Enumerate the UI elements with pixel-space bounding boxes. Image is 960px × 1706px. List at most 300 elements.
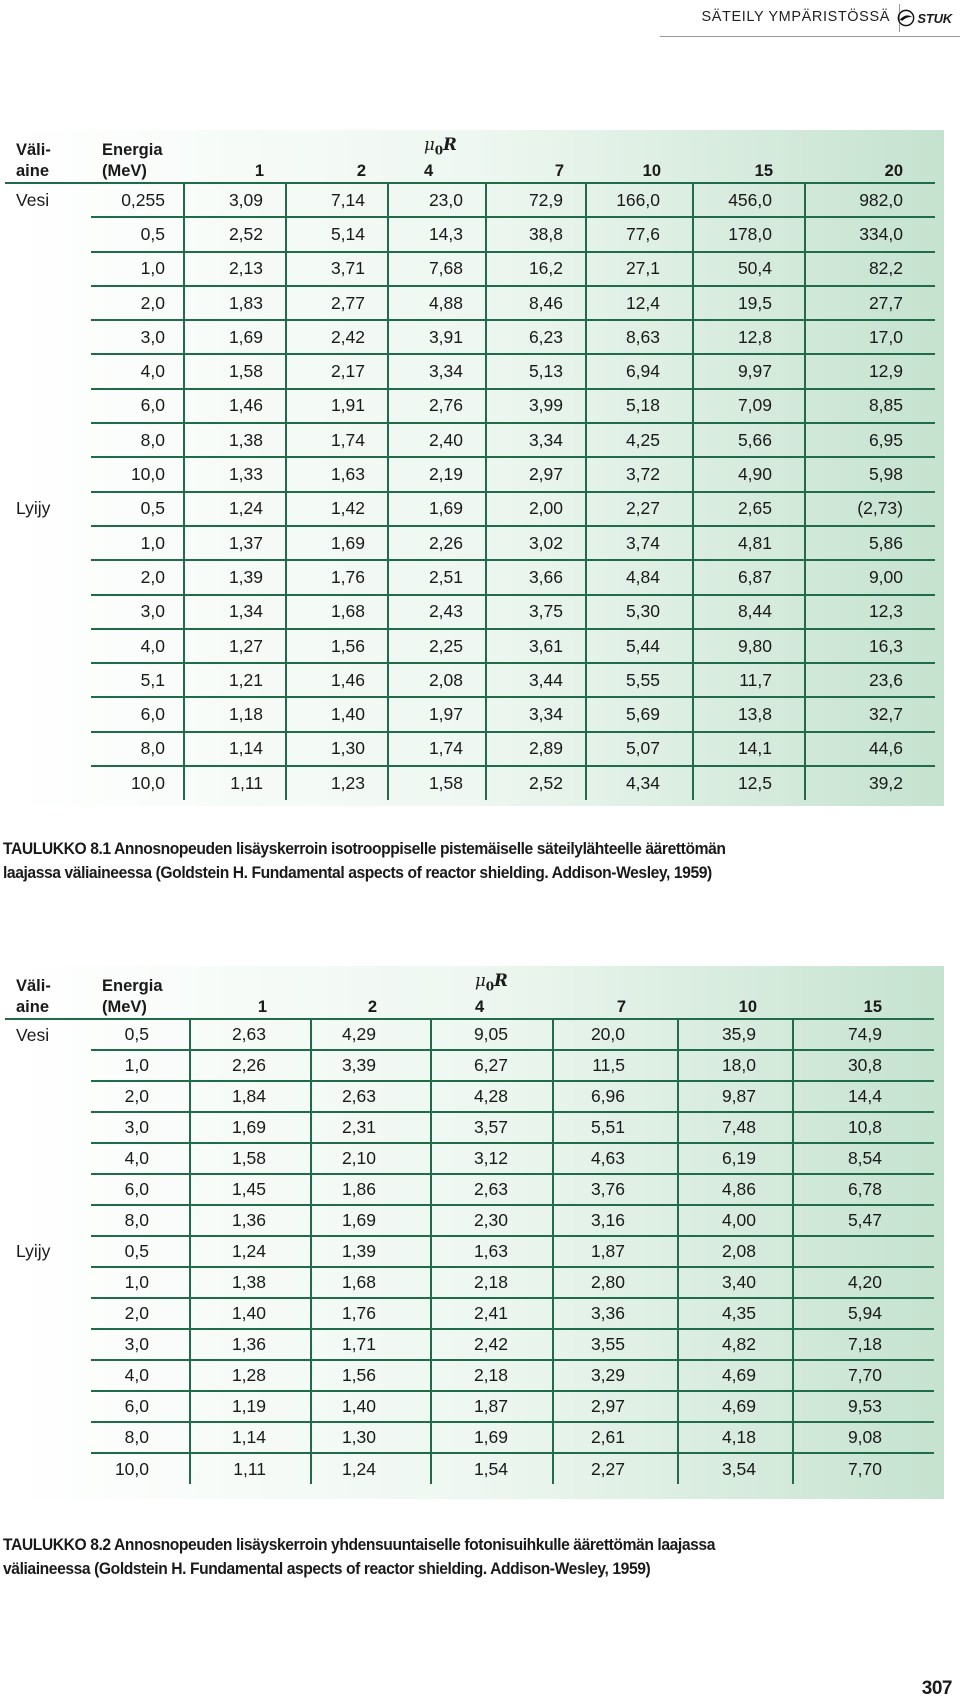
value-cell: 3,61 bbox=[486, 629, 586, 663]
col-header: 10 bbox=[738, 998, 757, 1016]
energy-cell: 2,0 bbox=[91, 560, 184, 594]
energy-cell: 3,0 bbox=[91, 595, 184, 629]
energy-cell: 2,0 bbox=[91, 1081, 190, 1112]
value-cell: 5,86 bbox=[805, 526, 935, 560]
mu-symbol: $\mu_0R$ bbox=[424, 134, 457, 157]
value-cell: 7,68 bbox=[388, 252, 486, 286]
value-cell: 1,37 bbox=[184, 526, 286, 560]
value-cell: 1,27 bbox=[184, 629, 286, 663]
energy-cell: 4,0 bbox=[91, 1143, 190, 1174]
value-cell: 13,8 bbox=[693, 697, 805, 731]
energy-cell: 3,0 bbox=[91, 1112, 190, 1143]
value-cell: 2,51 bbox=[388, 560, 486, 594]
table-row bbox=[5, 560, 935, 594]
value-cell: 4,90 bbox=[693, 457, 805, 491]
value-cell: 1,76 bbox=[311, 1298, 431, 1329]
value-cell: 7,48 bbox=[678, 1112, 793, 1143]
value-cell: 456,0 bbox=[693, 183, 805, 217]
energy-cell: 5,1 bbox=[91, 663, 184, 697]
table-row bbox=[5, 1205, 934, 1236]
value-cell: 23,6 bbox=[805, 663, 935, 697]
value-cell: 1,28 bbox=[190, 1360, 311, 1391]
value-cell: 17,0 bbox=[805, 320, 935, 354]
value-cell: 2,52 bbox=[486, 766, 586, 800]
value-cell: 2,18 bbox=[431, 1267, 553, 1298]
value-cell: 1,40 bbox=[311, 1391, 431, 1422]
table-row bbox=[5, 1453, 934, 1484]
value-cell: 14,3 bbox=[388, 217, 486, 251]
table-row bbox=[5, 1236, 934, 1267]
medium-cell bbox=[5, 526, 91, 560]
value-cell: 16,2 bbox=[486, 252, 586, 286]
energy-cell: 4,0 bbox=[91, 629, 184, 663]
value-cell: 2,61 bbox=[553, 1422, 678, 1453]
table-row bbox=[5, 217, 935, 251]
value-cell: 6,78 bbox=[793, 1174, 934, 1205]
medium-header: Väli- aine bbox=[16, 977, 51, 1016]
value-cell: 2,10 bbox=[311, 1143, 431, 1174]
table-header-row bbox=[5, 130, 935, 183]
energy-cell: 8,0 bbox=[91, 1205, 190, 1236]
medium-cell: Vesi bbox=[16, 1024, 50, 1045]
value-cell: 1,54 bbox=[431, 1453, 553, 1484]
value-cell: 9,87 bbox=[678, 1081, 793, 1112]
value-cell: 1,69 bbox=[388, 492, 486, 526]
value-cell: 38,8 bbox=[486, 217, 586, 251]
value-cell: 982,0 bbox=[805, 183, 935, 217]
value-cell: 6,19 bbox=[678, 1143, 793, 1174]
value-cell: 4,25 bbox=[586, 423, 693, 457]
energy-cell: 0,5 bbox=[91, 1236, 190, 1267]
col-header-mu: $\mu_0R$ 4 bbox=[475, 970, 508, 1016]
section-title: SÄTEILY YMPÄRISTÖSSÄ bbox=[701, 9, 890, 25]
value-cell: 1,24 bbox=[311, 1453, 431, 1484]
value-cell: 32,7 bbox=[805, 697, 935, 731]
energy-cell: 6,0 bbox=[91, 697, 184, 731]
value-cell: 1,34 bbox=[184, 595, 286, 629]
value-cell: (2,73) bbox=[805, 492, 935, 526]
value-cell: 1,39 bbox=[184, 560, 286, 594]
energy-header: Energia (MeV) bbox=[102, 977, 163, 1016]
medium-cell bbox=[5, 389, 91, 423]
page-number: 307 bbox=[921, 1678, 952, 1699]
value-cell: 2,63 bbox=[311, 1081, 431, 1112]
medium-cell bbox=[5, 663, 91, 697]
value-cell: 1,58 bbox=[184, 354, 286, 388]
medium-cell: Lyijy bbox=[16, 498, 51, 519]
stuk-logo-text: STUK bbox=[917, 10, 952, 26]
energy-cell: 1,0 bbox=[91, 1267, 190, 1298]
value-cell: 3,66 bbox=[486, 560, 586, 594]
medium-cell bbox=[5, 354, 91, 388]
value-cell: 9,80 bbox=[693, 629, 805, 663]
value-cell: 4,29 bbox=[311, 1019, 431, 1050]
medium-cell bbox=[5, 766, 91, 800]
value-cell: 7,09 bbox=[693, 389, 805, 423]
value-cell: 3,16 bbox=[553, 1205, 678, 1236]
table-row bbox=[5, 252, 935, 286]
table-row bbox=[5, 663, 935, 697]
table-row bbox=[5, 1329, 934, 1360]
table-row bbox=[5, 354, 935, 388]
value-cell: 7,14 bbox=[286, 183, 388, 217]
value-cell: 3,12 bbox=[431, 1143, 553, 1174]
medium-cell bbox=[5, 1081, 91, 1112]
value-cell: 72,9 bbox=[486, 183, 586, 217]
medium-cell: Lyijy bbox=[16, 1241, 51, 1261]
value-cell: 2,52 bbox=[184, 217, 286, 251]
value-cell: 8,63 bbox=[586, 320, 693, 354]
col-header: 1 bbox=[254, 162, 264, 180]
value-cell: 2,42 bbox=[286, 320, 388, 354]
value-cell: 4,18 bbox=[678, 1422, 793, 1453]
value-cell: 2,89 bbox=[486, 732, 586, 766]
value-cell: 4,88 bbox=[388, 286, 486, 320]
energy-cell: 10,0 bbox=[91, 1453, 190, 1484]
table-row bbox=[5, 320, 935, 354]
value-cell: 12,3 bbox=[805, 595, 935, 629]
value-cell: 1,14 bbox=[184, 732, 286, 766]
col-header: 7 bbox=[554, 162, 564, 180]
value-cell: 2,43 bbox=[388, 595, 486, 629]
value-cell: 23,0 bbox=[388, 183, 486, 217]
value-cell: 6,87 bbox=[693, 560, 805, 594]
table-row bbox=[5, 732, 935, 766]
value-cell: 4,63 bbox=[553, 1143, 678, 1174]
table-row bbox=[5, 1422, 934, 1453]
value-cell: 82,2 bbox=[805, 252, 935, 286]
value-cell: 3,74 bbox=[586, 526, 693, 560]
value-cell: 5,94 bbox=[793, 1298, 934, 1329]
value-cell: 166,0 bbox=[586, 183, 693, 217]
value-cell: 4,28 bbox=[431, 1081, 553, 1112]
col-header: 2 bbox=[356, 162, 366, 180]
value-cell: 1,68 bbox=[286, 595, 388, 629]
medium-cell bbox=[5, 286, 91, 320]
table-row bbox=[5, 766, 935, 800]
value-cell: 3,44 bbox=[486, 663, 586, 697]
value-cell: 27,7 bbox=[805, 286, 935, 320]
value-cell: 20,0 bbox=[553, 1019, 678, 1050]
mu-symbol: $\mu_0R$ bbox=[475, 970, 508, 993]
value-cell: 3,29 bbox=[553, 1360, 678, 1391]
value-cell: 4,20 bbox=[793, 1267, 934, 1298]
medium-cell bbox=[5, 217, 91, 251]
energy-cell: 0,5 bbox=[124, 1024, 149, 1044]
buildup-factor-table-isotropic bbox=[5, 130, 935, 800]
value-cell: 5,18 bbox=[586, 389, 693, 423]
energy-cell: 0,5 bbox=[91, 492, 184, 526]
energy-cell: 3,0 bbox=[91, 320, 184, 354]
value-cell: 1,87 bbox=[553, 1236, 678, 1267]
value-cell: 77,6 bbox=[586, 217, 693, 251]
value-cell bbox=[793, 1236, 934, 1267]
col-header: 10 bbox=[642, 162, 661, 180]
value-cell: 2,25 bbox=[388, 629, 486, 663]
medium-cell bbox=[5, 560, 91, 594]
value-cell: 2,63 bbox=[431, 1174, 553, 1205]
value-cell: 3,34 bbox=[388, 354, 486, 388]
stuk-logo bbox=[897, 8, 952, 28]
value-cell: 16,3 bbox=[805, 629, 935, 663]
value-cell: 334,0 bbox=[805, 217, 935, 251]
value-cell: 8,46 bbox=[486, 286, 586, 320]
value-cell: 4,34 bbox=[586, 766, 693, 800]
energy-cell: 1,0 bbox=[91, 1050, 190, 1081]
value-cell: 1,74 bbox=[388, 732, 486, 766]
value-cell: 4,81 bbox=[693, 526, 805, 560]
value-cell: 10,8 bbox=[793, 1112, 934, 1143]
value-cell: 2,27 bbox=[553, 1453, 678, 1484]
medium-cell bbox=[5, 1143, 91, 1174]
medium-cell bbox=[5, 595, 91, 629]
value-cell: 2,65 bbox=[693, 492, 805, 526]
value-cell: 9,97 bbox=[693, 354, 805, 388]
table2-panel bbox=[5, 966, 944, 1499]
table-row bbox=[5, 1298, 934, 1329]
value-cell: 5,51 bbox=[553, 1112, 678, 1143]
table-row bbox=[5, 1174, 934, 1205]
value-cell: 1,21 bbox=[184, 663, 286, 697]
value-cell: 11,7 bbox=[693, 663, 805, 697]
value-cell: 1,42 bbox=[286, 492, 388, 526]
energy-cell: 2,0 bbox=[91, 286, 184, 320]
value-cell: 1,63 bbox=[286, 457, 388, 491]
value-cell: 7,18 bbox=[793, 1329, 934, 1360]
value-cell: 1,86 bbox=[311, 1174, 431, 1205]
table-row bbox=[5, 492, 935, 526]
table1-panel bbox=[5, 130, 944, 806]
value-cell: 3,55 bbox=[553, 1329, 678, 1360]
value-cell: 6,95 bbox=[805, 423, 935, 457]
value-cell: 3,34 bbox=[486, 423, 586, 457]
table-row bbox=[5, 1019, 934, 1050]
value-cell: 27,1 bbox=[586, 252, 693, 286]
col-header-mu: $\mu_0R$ 4 bbox=[424, 134, 457, 180]
value-cell: 1,69 bbox=[286, 526, 388, 560]
value-cell: 4,86 bbox=[678, 1174, 793, 1205]
value-cell: 1,38 bbox=[184, 423, 286, 457]
value-cell: 1,45 bbox=[190, 1174, 311, 1205]
value-cell: 44,6 bbox=[805, 732, 935, 766]
value-cell: 12,5 bbox=[693, 766, 805, 800]
table-header-row bbox=[5, 966, 934, 1019]
value-cell: 1,97 bbox=[388, 697, 486, 731]
energy-cell: 0,5 bbox=[91, 217, 184, 251]
value-cell: 12,9 bbox=[805, 354, 935, 388]
energy-cell: 6,0 bbox=[91, 1391, 190, 1422]
table-row bbox=[5, 1267, 934, 1298]
energy-cell: 1,0 bbox=[91, 252, 184, 286]
value-cell: 1,76 bbox=[286, 560, 388, 594]
medium-cell bbox=[5, 732, 91, 766]
value-cell: 178,0 bbox=[693, 217, 805, 251]
value-cell: 1,68 bbox=[311, 1267, 431, 1298]
value-cell: 1,23 bbox=[286, 766, 388, 800]
value-cell: 6,94 bbox=[586, 354, 693, 388]
value-cell: 2,26 bbox=[388, 526, 486, 560]
value-cell: 1,87 bbox=[431, 1391, 553, 1422]
value-cell: 50,4 bbox=[693, 252, 805, 286]
value-cell: 1,91 bbox=[286, 389, 388, 423]
value-cell: 3,40 bbox=[678, 1267, 793, 1298]
value-cell: 5,55 bbox=[586, 663, 693, 697]
value-cell: 6,23 bbox=[486, 320, 586, 354]
value-cell: 39,2 bbox=[805, 766, 935, 800]
energy-cell: 8,0 bbox=[91, 423, 184, 457]
table-row bbox=[5, 1143, 934, 1174]
value-cell: 4,35 bbox=[678, 1298, 793, 1329]
medium-cell bbox=[5, 252, 91, 286]
value-cell: 1,40 bbox=[286, 697, 388, 731]
table-row bbox=[5, 1112, 934, 1143]
value-cell: 1,40 bbox=[190, 1298, 311, 1329]
value-cell: 7,70 bbox=[793, 1360, 934, 1391]
value-cell: 3,39 bbox=[311, 1050, 431, 1081]
value-cell: 3,02 bbox=[486, 526, 586, 560]
value-cell: 35,9 bbox=[678, 1019, 793, 1050]
value-cell: 1,69 bbox=[190, 1112, 311, 1143]
value-cell: 1,71 bbox=[311, 1329, 431, 1360]
value-cell: 1,69 bbox=[184, 320, 286, 354]
col-header: 1 bbox=[257, 998, 267, 1016]
value-cell: 1,58 bbox=[190, 1143, 311, 1174]
table1-caption: TAULUKKO 8.1 Annosnopeuden lisäyskerroin isotrooppiselle pistemäiselle säteilylähteelle äärettömän laajassa väliaineessa (Goldstein H. Fundamental aspects of reactor shielding. Addison-Wesley, 1959) bbox=[3, 839, 726, 882]
value-cell: 5,66 bbox=[693, 423, 805, 457]
energy-cell: 4,0 bbox=[91, 354, 184, 388]
value-cell: 2,08 bbox=[678, 1236, 793, 1267]
value-cell: 2,00 bbox=[486, 492, 586, 526]
value-cell: 5,44 bbox=[586, 629, 693, 663]
energy-cell: 3,0 bbox=[91, 1329, 190, 1360]
value-cell: 8,54 bbox=[793, 1143, 934, 1174]
value-cell: 8,44 bbox=[693, 595, 805, 629]
medium-cell bbox=[5, 1329, 91, 1360]
value-cell: 1,33 bbox=[184, 457, 286, 491]
value-cell: 2,31 bbox=[311, 1112, 431, 1143]
table-row bbox=[5, 183, 935, 217]
value-cell: 9,05 bbox=[431, 1019, 553, 1050]
value-cell: 2,80 bbox=[553, 1267, 678, 1298]
value-cell: 1,11 bbox=[190, 1453, 311, 1484]
value-cell: 1,18 bbox=[184, 697, 286, 731]
value-cell: 6,96 bbox=[553, 1081, 678, 1112]
table-row bbox=[5, 286, 935, 320]
value-cell: 1,84 bbox=[190, 1081, 311, 1112]
value-cell: 4,69 bbox=[678, 1360, 793, 1391]
value-cell: 2,27 bbox=[586, 492, 693, 526]
value-cell: 2,26 bbox=[190, 1050, 311, 1081]
energy-cell: 10,0 bbox=[91, 457, 184, 491]
value-cell: 3,76 bbox=[553, 1174, 678, 1205]
table-row bbox=[5, 423, 935, 457]
value-cell: 3,54 bbox=[678, 1453, 793, 1484]
value-cell: 2,08 bbox=[388, 663, 486, 697]
value-cell: 1,58 bbox=[388, 766, 486, 800]
medium-cell: Vesi bbox=[16, 190, 50, 211]
value-cell: 19,5 bbox=[693, 286, 805, 320]
value-cell: 2,30 bbox=[431, 1205, 553, 1236]
value-cell: 6,27 bbox=[431, 1050, 553, 1081]
value-cell: 5,98 bbox=[805, 457, 935, 491]
value-cell: 4,69 bbox=[678, 1391, 793, 1422]
value-cell: 3,91 bbox=[388, 320, 486, 354]
col-header: 7 bbox=[616, 998, 626, 1016]
col-header: 15 bbox=[754, 162, 773, 180]
medium-cell bbox=[5, 697, 91, 731]
value-cell: 14,4 bbox=[793, 1081, 934, 1112]
value-cell: 3,34 bbox=[486, 697, 586, 731]
value-cell: 3,75 bbox=[486, 595, 586, 629]
value-cell: 1,36 bbox=[190, 1205, 311, 1236]
value-cell: 2,17 bbox=[286, 354, 388, 388]
medium-cell bbox=[5, 1174, 91, 1205]
value-cell: 9,53 bbox=[793, 1391, 934, 1422]
value-cell: 3,09 bbox=[184, 183, 286, 217]
value-cell: 2,97 bbox=[553, 1391, 678, 1422]
medium-cell bbox=[5, 320, 91, 354]
table-row bbox=[5, 526, 935, 560]
energy-cell: 0,255 bbox=[121, 189, 165, 210]
value-cell: 1,38 bbox=[190, 1267, 311, 1298]
value-cell: 1,83 bbox=[184, 286, 286, 320]
stuk-logo-icon bbox=[897, 9, 915, 27]
value-cell: 5,07 bbox=[586, 732, 693, 766]
value-cell: 2,97 bbox=[486, 457, 586, 491]
value-cell: 11,5 bbox=[553, 1050, 678, 1081]
energy-cell: 8,0 bbox=[91, 1422, 190, 1453]
value-cell: 5,14 bbox=[286, 217, 388, 251]
medium-cell bbox=[5, 1422, 91, 1453]
value-cell: 2,13 bbox=[184, 252, 286, 286]
value-cell: 2,19 bbox=[388, 457, 486, 491]
value-cell: 18,0 bbox=[678, 1050, 793, 1081]
energy-header: Energia (MeV) bbox=[102, 141, 163, 180]
table-row bbox=[5, 697, 935, 731]
value-cell: 1,69 bbox=[431, 1422, 553, 1453]
value-cell: 1,46 bbox=[286, 663, 388, 697]
medium-cell bbox=[5, 1050, 91, 1081]
value-cell: 1,24 bbox=[184, 492, 286, 526]
value-cell: 2,76 bbox=[388, 389, 486, 423]
medium-cell bbox=[5, 629, 91, 663]
value-cell: 1,30 bbox=[311, 1422, 431, 1453]
energy-cell: 6,0 bbox=[91, 389, 184, 423]
value-cell: 2,77 bbox=[286, 286, 388, 320]
value-cell: 12,8 bbox=[693, 320, 805, 354]
value-cell: 1,30 bbox=[286, 732, 388, 766]
value-cell: 2,63 bbox=[190, 1019, 311, 1050]
value-cell: 2,40 bbox=[388, 423, 486, 457]
value-cell: 8,85 bbox=[805, 389, 935, 423]
value-cell: 3,57 bbox=[431, 1112, 553, 1143]
value-cell: 1,36 bbox=[190, 1329, 311, 1360]
value-cell: 1,24 bbox=[190, 1236, 311, 1267]
table-row bbox=[5, 1391, 934, 1422]
table-row bbox=[5, 595, 935, 629]
value-cell: 5,69 bbox=[586, 697, 693, 731]
value-cell: 12,4 bbox=[586, 286, 693, 320]
medium-cell bbox=[5, 1112, 91, 1143]
page-header bbox=[660, 0, 960, 37]
medium-cell bbox=[5, 457, 91, 491]
value-cell: 7,70 bbox=[793, 1453, 934, 1484]
value-cell: 9,00 bbox=[805, 560, 935, 594]
medium-cell bbox=[5, 1391, 91, 1422]
value-cell: 1,69 bbox=[311, 1205, 431, 1236]
value-cell: 5,13 bbox=[486, 354, 586, 388]
value-cell: 74,9 bbox=[793, 1019, 934, 1050]
